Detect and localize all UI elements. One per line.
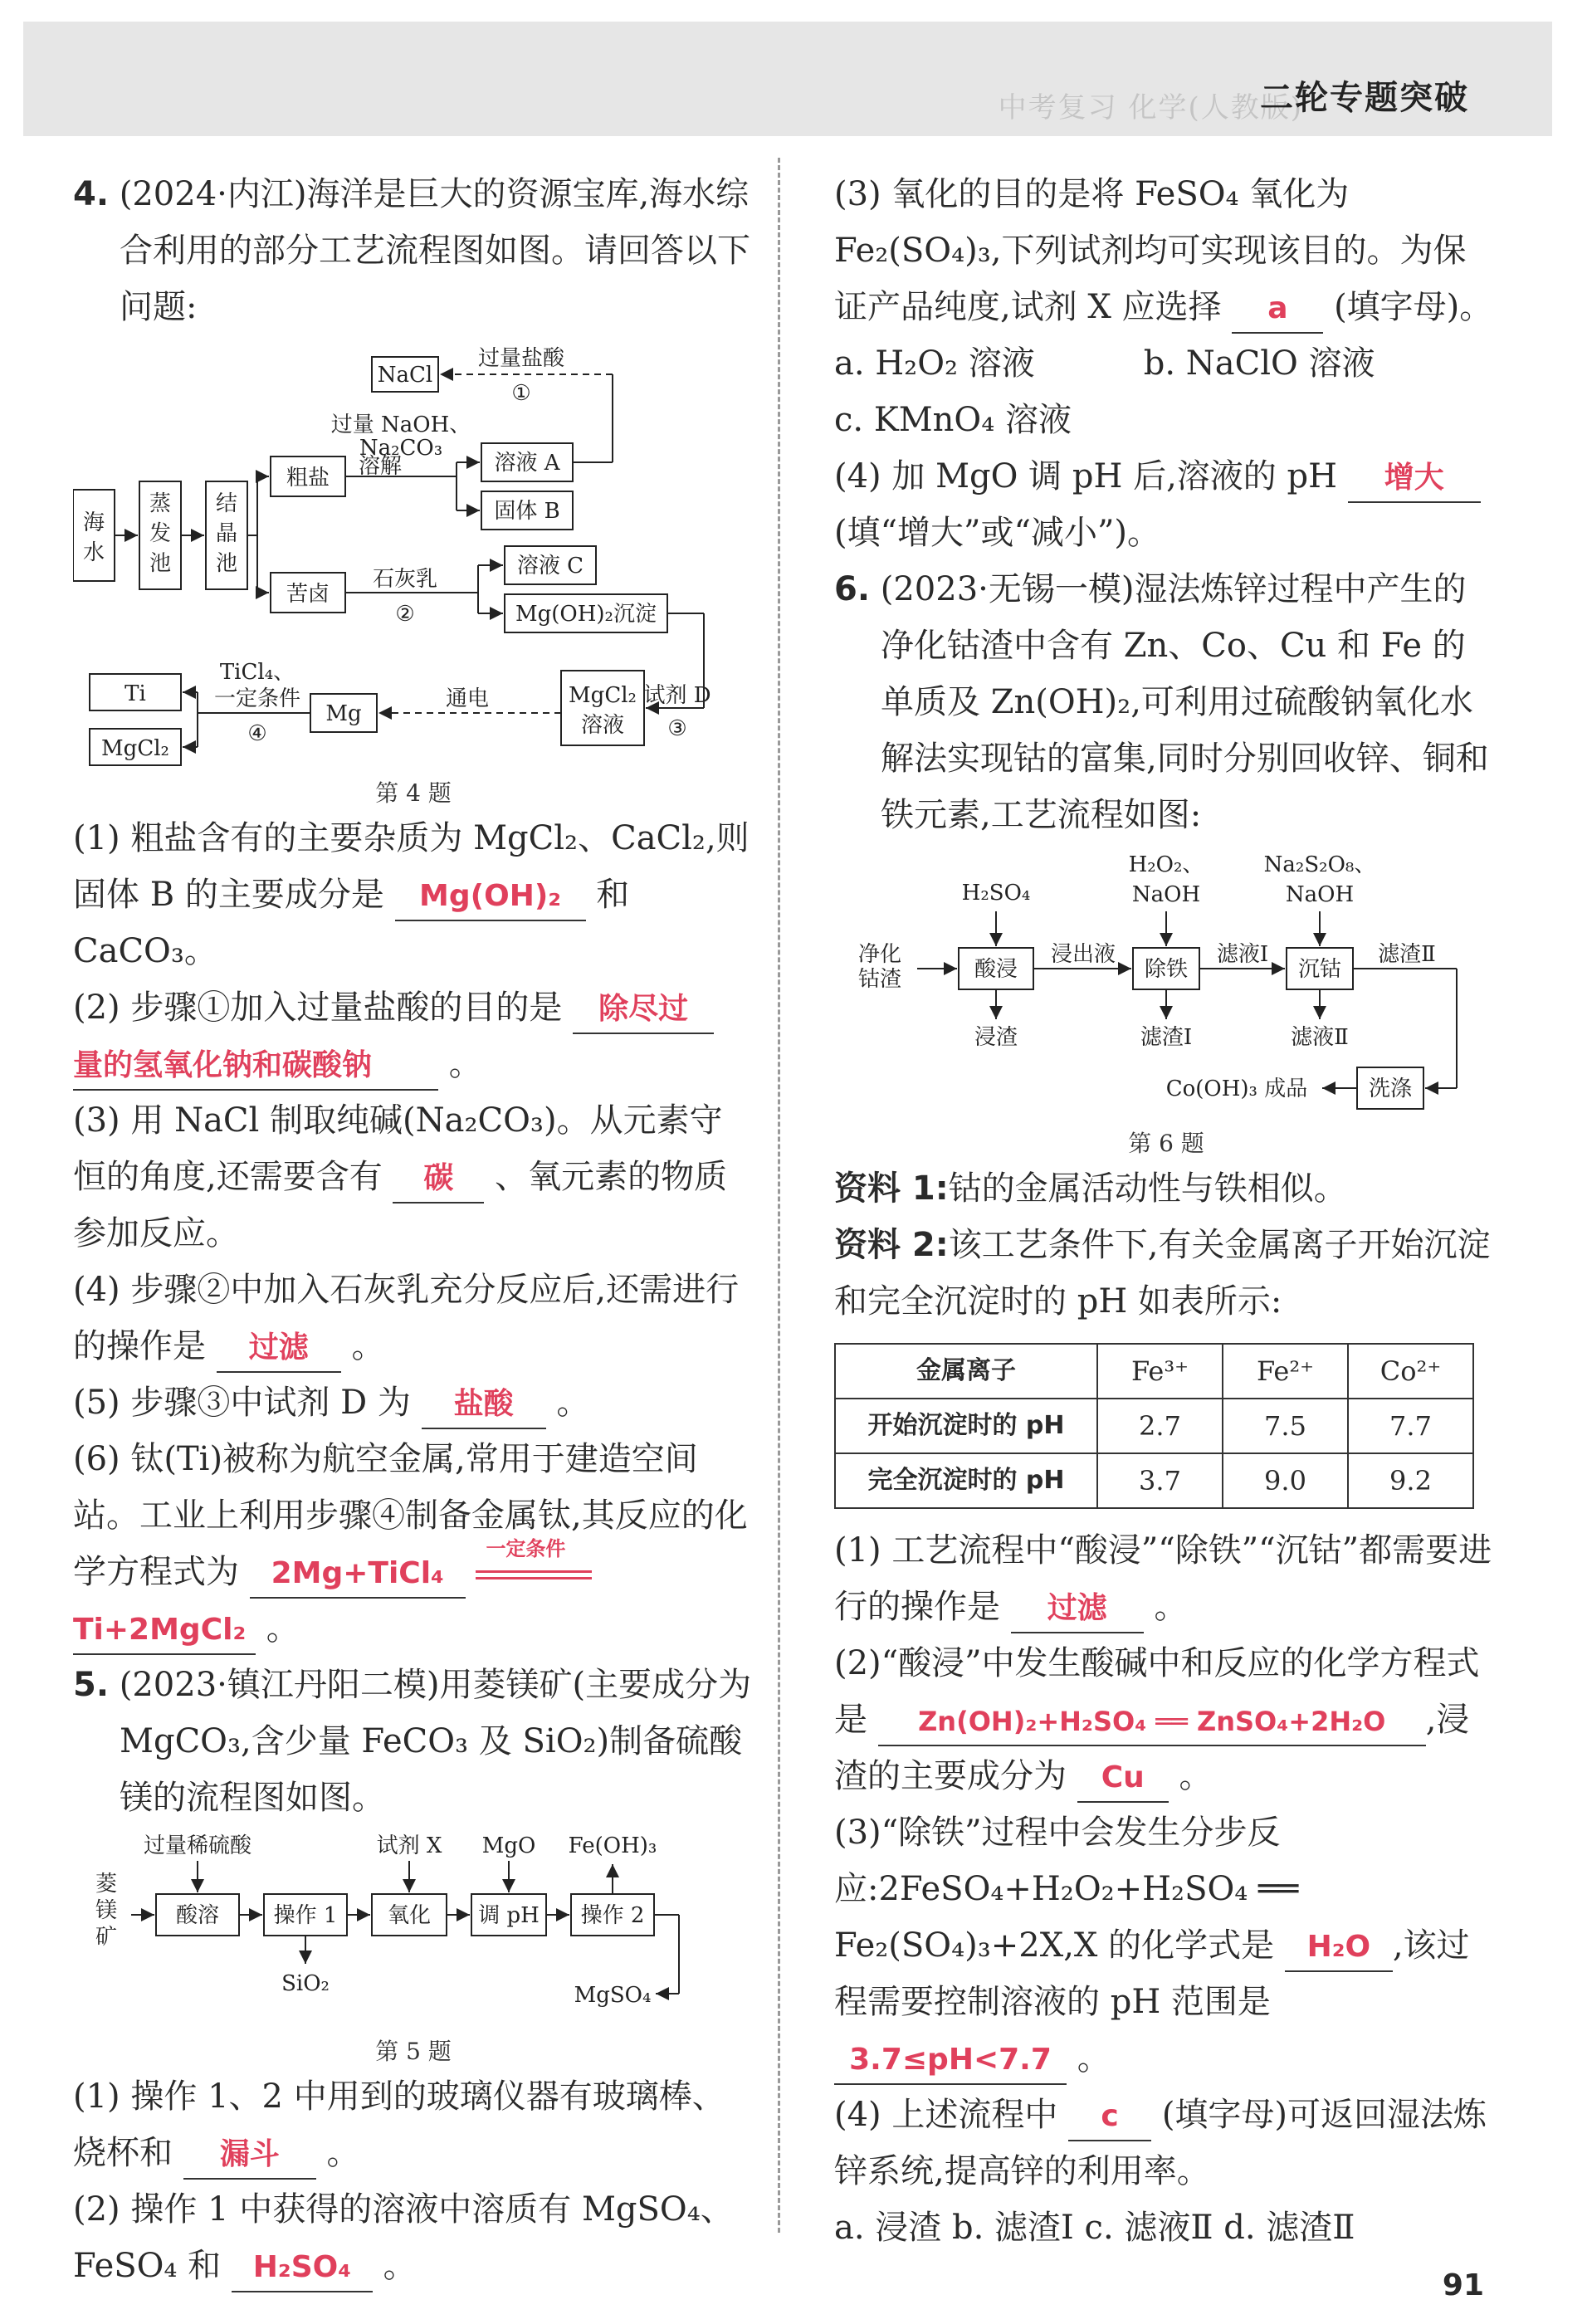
q4-evap-label: 蒸发池 [149, 491, 172, 576]
q4-part1-answer: Mg(OH)₂ [419, 879, 562, 913]
q6-wash-label: 洗涤 [1368, 1077, 1413, 1101]
q6-info2 [834, 1217, 1498, 1330]
q5-acid-in-label: 过量稀硫酸 [143, 1833, 252, 1858]
q6-part1-text: (1) 工艺流程中“酸浸”“除铁”“沉钴”都需要进行的操作是 [834, 1531, 1492, 1626]
q6-info1 [834, 1160, 1498, 1217]
q6-leachres-label: 浸渣 [974, 1025, 1018, 1050]
q6-part3-answer2: 3.7≤pH<7.7 [849, 2043, 1052, 2077]
q4-part2 [73, 979, 754, 1092]
header-faded-text: 中考复习 化学(人教版) [998, 91, 1303, 124]
q6-info1-text: 钴的金属活动性与铁相似。 [948, 1169, 1347, 1208]
q6-part2-tail2: 。 [1179, 1757, 1213, 1795]
q4-seawater-1: 海 [82, 510, 105, 535]
q5-acid-label: 酸溶 [175, 1903, 220, 1928]
q4-part2-answer1: 除尽过 [598, 992, 689, 1026]
q6-prec-label: 沉钴 [1297, 957, 1342, 982]
q6-part2-tail: ,浸渣的主要成分为 [834, 1701, 1470, 1795]
q4-part5 [73, 1374, 754, 1431]
q6-part3-text: (3)“除铁”过程中会发生分步反应:2FeSO₄+H₂O₂+H₂SO₄ ══ Fe₂(SO₄)₃+2X,X 的化学式是 [834, 1814, 1299, 1965]
q5-ox-label: 氧化 [387, 1903, 432, 1928]
q6-part3-answer: H₂O [1306, 1930, 1371, 1964]
q5-part4-answer: 增大 [1384, 461, 1444, 495]
q5-stem [73, 1657, 754, 1826]
q4-part4-answer: 过滤 [248, 1330, 309, 1365]
q5-op2-label: 操作 2 [580, 1903, 645, 1928]
q6-part1-blank [1011, 1584, 1144, 1633]
q4-part3-answer: 碳 [423, 1161, 454, 1195]
q4-part5-tail: 。 [556, 1384, 590, 1422]
q5-part1-tail: 。 [326, 2134, 360, 2172]
q6-info2-label: 资料 2: [834, 1226, 949, 1264]
q6-filt2-label: 滤液Ⅱ [1291, 1025, 1349, 1050]
q6-leach-label: 酸浸 [974, 957, 1018, 982]
header-bar [23, 22, 1552, 136]
q4-part6-blank1 [250, 1549, 466, 1599]
q6-part3-blank2 [834, 2035, 1067, 2085]
q4-part2-blank1 [573, 984, 714, 1034]
q4-part1 [73, 810, 754, 979]
q6-filt1-label: 滤液Ⅰ [1216, 942, 1269, 967]
q5-part2-blank [232, 2243, 373, 2292]
q5-op1-label: 操作 1 [273, 1903, 338, 1928]
q6-res1-label: 滤渣Ⅰ [1140, 1025, 1193, 1050]
q4-stem [73, 166, 754, 335]
q6-stem [834, 561, 1498, 843]
q6-flow-diagram [834, 848, 1498, 1122]
table-header-cell: 金属离子 [835, 1344, 1097, 1399]
q6-rmfe-label: 除铁 [1144, 957, 1189, 982]
q5-part2 [73, 2181, 754, 2294]
table-cell: 7.5 [1223, 1399, 1348, 1453]
q4-part4-tail: 。 [351, 1327, 385, 1365]
q4-seawater-2: 水 [82, 540, 105, 565]
q4-part6-text: (6) 钛(Ti)被称为航空金属,常用于建造空间站。工业上利用步骤④制备金属钛,其反应的化学方程式为 [73, 1440, 748, 1591]
q5-stem-text: (2023·镇江丹阳二模)用菱镁矿(主要成分为 MgCO₃,含少量 FeCO₃ 及 SiO₂)制备硫酸镁的流程图如图。 [119, 1666, 752, 1817]
q6-caption: 第 6 题 [1128, 1130, 1204, 1157]
q5-part1 [73, 2068, 754, 2181]
q5-option-a: a. H₂O₂ 溶液 [834, 344, 1035, 383]
table-header-cell: Fe²⁺ [1223, 1344, 1348, 1399]
q5-part3 [834, 166, 1498, 335]
q4-number: 4. [73, 175, 110, 213]
column-divider [778, 158, 780, 2233]
q4-part5-answer: 盐酸 [453, 1387, 514, 1421]
q6-part2-answer: Zn(OH)₂+H₂SO₄ ══ ZnSO₄+2H₂O [918, 1706, 1386, 1737]
q6-part3 [834, 1804, 1498, 2087]
q4-part1-tail: 和 CaCO₃。 [73, 876, 630, 970]
table-cell: 7.7 [1348, 1399, 1473, 1453]
left-column [73, 166, 754, 2294]
q4-lime-label: 石灰乳 [372, 567, 438, 592]
q4-part5-blank [422, 1379, 546, 1429]
q4-part1-text: (1) 粗盐含有的主要杂质为 MgCl₂、CaCl₂,则固体 B 的主要成分是 [73, 819, 750, 914]
table-header-cell: Co²⁺ [1348, 1344, 1473, 1399]
q4-mg-label: Mg [325, 701, 362, 726]
q6-part2-answer2: Cu [1101, 1760, 1145, 1794]
q4-step1-label: ① [511, 381, 531, 406]
table-row [835, 1453, 1473, 1508]
table-cell: 9.0 [1223, 1453, 1348, 1508]
q4-flow-diagram [73, 340, 754, 772]
q4-part3 [73, 1092, 754, 1262]
q5-options-c [834, 392, 1498, 448]
q4-part4-blank [217, 1323, 341, 1373]
q5-reagX-label: 试剂 X [376, 1833, 442, 1858]
q6-leachate-label: 浸出液 [1050, 942, 1116, 967]
header-title: 二轮专题突破 [1260, 79, 1469, 117]
q6-naoh2-label: NaOH [1285, 882, 1355, 907]
q4-part4-text: (4) 步骤②中加入石灰乳充分反应后,还需进行的操作是 [73, 1271, 740, 1365]
q4-ticl4-label: TiCl₄、 [219, 660, 295, 685]
q4-part6-answer1: 2Mg+TiCl₄ [271, 1556, 444, 1590]
q5-ore-label: 菱镁矿 [95, 1872, 118, 1950]
q4-brine-label: 苦卤 [286, 582, 330, 607]
q5-part3-answer: a [1267, 291, 1288, 325]
q5-part4-text: (4) 加 MgO 调 pH 后,溶液的 pH [834, 457, 1337, 496]
q5-part1-blank [183, 2130, 316, 2180]
q4-part2-text: (2) 步骤①加入过量盐酸的目的是 [73, 989, 563, 1027]
q5-caption: 第 5 题 [375, 2038, 452, 2065]
table-cell: 9.2 [1348, 1453, 1473, 1508]
q4-step4-label: ④ [247, 721, 267, 746]
q6-part2-blank [878, 1697, 1426, 1746]
q4-box-seawater [73, 490, 115, 581]
q6-part4-blank [1068, 2092, 1151, 2141]
q4-mgcl2-label: MgCl₂ [101, 736, 169, 761]
q6-ph-table [834, 1343, 1474, 1509]
q6-part2-text: (2)“酸浸”中发生酸碱中和反应的化学方程式是 [834, 1644, 1480, 1739]
q4-solidB-label: 固体 B [494, 499, 560, 524]
q6-part4-text: (4) 上述流程中 [834, 2096, 1058, 2134]
q4-cond-label: 一定条件 [213, 686, 301, 711]
q4-part3-tail: 、氧元素的物质参加反应。 [73, 1158, 728, 1252]
q5-feoh-label: Fe(OH)₃ [568, 1833, 657, 1858]
q4-part6-tail: 。 [266, 1609, 300, 1648]
table-cell: 开始沉淀时的 pH [835, 1399, 1097, 1453]
q5-part1-answer: 漏斗 [219, 2137, 280, 2171]
q4-elec-label: 通电 [445, 686, 490, 711]
q4-stem-text: (2024·内江)海洋是巨大的资源宝库,海水综合利用的部分工艺流程图如图。请回答以下问题: [119, 175, 750, 326]
q5-part1-text: (1) 操作 1、2 中用到的玻璃仪器有玻璃棒、烧杯和 [73, 2077, 725, 2172]
q5-flow-diagram [73, 1831, 754, 2030]
q6-part3-mid: ,该过程需要控制溶液的 pH 范围是 [834, 1926, 1470, 2021]
table-header-row [835, 1344, 1473, 1399]
q4-mgoh-label: Mg(OH)₂沉淀 [515, 602, 657, 627]
q5-number: 5. [73, 1666, 110, 1704]
q4-naoh-label: 过量 NaOH、 [330, 413, 471, 437]
q6-part4-tail: (填字母)可返回湿法炼锌系统,提高锌的利用率。 [834, 2096, 1487, 2190]
q5-part2-answer: H₂SO₄ [252, 2250, 351, 2284]
q6-part3-blank [1285, 1922, 1393, 1972]
q4-hcl-label: 过量盐酸 [477, 346, 565, 371]
q5-part2-tail: 。 [383, 2247, 417, 2285]
q5-part3-blank [1232, 284, 1323, 334]
q6-part1-answer: 过滤 [1047, 1591, 1107, 1625]
q4-reagD-label: 试剂 D [643, 683, 711, 708]
q4-nacl-label: NaCl [377, 363, 433, 388]
q6-part1-tail: 。 [1154, 1588, 1188, 1626]
q4-dissolve-label: 溶解 [358, 454, 403, 479]
q5-part3-text: (3) 氧化的目的是将 FeSO₄ 氧化为 Fe₂(SO₄)₃,下列试剂均可实现该目的。为保证产品纯度,试剂 X 应选择 [834, 175, 1467, 326]
q6-info1-label: 资料 1: [834, 1169, 949, 1208]
q5-part2-text: (2) 操作 1 中获得的溶液中溶质有 MgSO₄、FeSO₄ 和 [73, 2190, 734, 2285]
q4-step3-label: ③ [667, 716, 687, 741]
q4-step2-label: ② [395, 602, 415, 627]
q4-mgcl2sol-label1: MgCl₂ [569, 683, 637, 708]
q4-part6-condition: 一定条件 [486, 1536, 566, 1560]
q4-part6-equals [476, 1536, 592, 1579]
q5-part4-tail: (填“增大”或“减小”)。 [834, 514, 1161, 552]
table-cell: 完全沉淀时的 pH [835, 1453, 1097, 1508]
q6-options: a. 浸渣 b. 滤渣Ⅰ c. 滤液Ⅱ d. 滤渣Ⅱ [834, 2209, 1355, 2247]
q5-part4-blank [1348, 453, 1481, 503]
table-row [835, 1399, 1473, 1453]
q6-part4-answer: c [1101, 2099, 1119, 2133]
q4-part5-text: (5) 步骤③中试剂 D 为 [73, 1384, 411, 1422]
q5-ph-label: 调 pH [478, 1903, 540, 1928]
q4-solA-label: 溶液 A [494, 451, 560, 476]
q5-sio2-label: SiO₂ [281, 1971, 330, 1996]
q6-part4 [834, 2087, 1498, 2200]
q5-options-ab [834, 335, 1498, 392]
q6-na2s2o8-label: Na₂S₂O₈、 [1263, 852, 1376, 877]
q6-part1 [834, 1522, 1498, 1635]
table-header-cell: Fe³⁺ [1097, 1344, 1223, 1399]
table-cell: 3.7 [1097, 1453, 1223, 1508]
q4-ti-label: Ti [125, 681, 146, 706]
page-number: 91 [1442, 2268, 1484, 2302]
q4-mgcl2sol-label2: 溶液 [580, 713, 625, 738]
table-cell: 2.7 [1097, 1399, 1223, 1453]
q4-cryst-label: 结晶池 [215, 491, 238, 576]
q4-part6-answer2: Ti+2MgCl₂ [73, 1613, 247, 1647]
q6-info2-text: 该工艺条件下,有关金属离子开始沉淀和完全沉淀时的 pH 如表所示: [834, 1226, 1491, 1321]
q5-part3-tail: (填字母)。 [1334, 288, 1493, 326]
q4-solC-label: 溶液 C [516, 554, 584, 579]
q5-option-b: b. NaClO 溶液 [1143, 344, 1375, 383]
q6-slag2-label: 钴渣 [857, 967, 902, 992]
q5-part4 [834, 448, 1498, 561]
q4-part6-blank2 [73, 1605, 256, 1655]
q5-mgso4-label: MgSO₄ [574, 1983, 652, 2008]
q6-slag1-label: 净化 [857, 942, 902, 967]
q4-part2-answer2: 量的氢氧化钠和碳酸钠 [73, 1048, 373, 1082]
right-column [834, 166, 1498, 2256]
q6-h2o2-label: H₂O₂、 [1128, 852, 1204, 877]
q4-crude-label: 粗盐 [286, 466, 330, 491]
q4-part6 [73, 1431, 754, 1657]
q6-res2-label: 滤渣Ⅱ [1378, 942, 1436, 967]
q4-part4 [73, 1262, 754, 1374]
q6-naoh1-label: NaOH [1131, 882, 1201, 907]
q5-mgo-label: MgO [481, 1833, 536, 1858]
q4-part2-blank2 [73, 1041, 438, 1091]
q4-part3-blank [393, 1154, 484, 1204]
q6-part2-blank2 [1077, 1753, 1169, 1803]
q6-part3-tail: 。 [1077, 2039, 1111, 2077]
q4-caption: 第 4 题 [375, 779, 452, 807]
q4-part2-tail: 。 [448, 1045, 482, 1083]
q6-product-label: Co(OH)₃ 成品 [1165, 1077, 1308, 1101]
q4-part3-text: (3) 用 NaCl 制取纯碱(Na₂CO₃)。从元素守恒的角度,还需要含有 [73, 1101, 723, 1196]
q6-part2 [834, 1635, 1498, 1804]
q6-stem-text: (2023·无锡一模)湿法炼锌过程中产生的净化钴渣中含有 Zn、Co、Cu 和 Fe 的单质及 Zn(OH)₂,可利用过硫酸钠氧化水解法实现钴的富集,同时分别回收锌、铜和铁元素,工艺流程如图: [880, 570, 1489, 834]
q5-option-c: c. KMnO₄ 溶液 [834, 401, 1072, 439]
q4-part1-blank [395, 872, 586, 921]
q6-h2so4-label: H₂SO₄ [961, 881, 1031, 906]
q4-na2co3-label: Na₂CO₃ [359, 436, 443, 461]
q6-number: 6. [834, 570, 871, 608]
